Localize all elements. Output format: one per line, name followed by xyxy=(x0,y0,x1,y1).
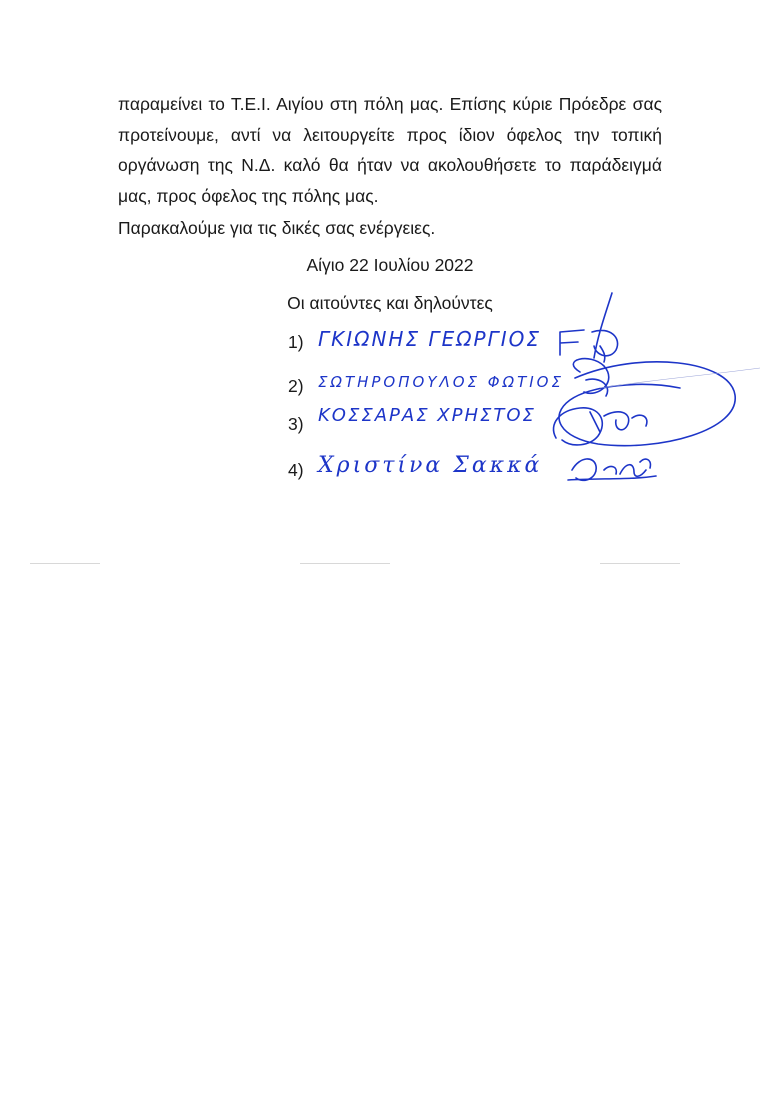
signer-row xyxy=(288,403,668,443)
signer-row xyxy=(288,365,668,405)
signer-row xyxy=(288,449,668,489)
signer-number: 3) xyxy=(288,414,304,434)
signers-heading: Οι αιτούντες και δηλούντες xyxy=(287,293,493,313)
scan-artifact xyxy=(30,563,100,564)
handwritten-name: ΚΟΣΣΑΡΑΣ ΧΡΗΣΤΟΣ xyxy=(318,405,536,426)
scan-artifact xyxy=(600,563,680,564)
handwritten-name: ΣΩΤΗΡΟΠΟΥΛΟΣ ΦΩΤΙΟΣ xyxy=(318,373,564,391)
scan-artifact xyxy=(300,563,390,564)
signer-number: 1) xyxy=(288,332,304,352)
body-paragraph: παραμείνει το Τ.Ε.Ι. Αιγίου στη πόλη μας. Επίσης κύριε Πρόεδρε σας προτείνουμε, αντί να λειτουργείτε προς ίδιον όφελος την τοπική οργάνωση της Ν.Δ. καλό θα ήταν να ακολουθήσετε το παράδειγμά μας, προς όφελος της πόλης μας. xyxy=(118,94,662,206)
closing-paragraph: Παρακαλούμε για τις δικές σας ενέργειες. xyxy=(118,218,436,238)
signer-number: 2) xyxy=(288,376,304,396)
handwritten-name: Χριστίνα Σακκά xyxy=(318,453,543,478)
signer-row xyxy=(288,321,668,361)
signer-number: 4) xyxy=(288,460,304,480)
handwritten-name: ΓΚΙΩΝΗΣ ΓΕΩΡΓΙΟΣ xyxy=(318,327,541,351)
place-date: Αίγιο 22 Ιουλίου 2022 xyxy=(306,255,474,275)
